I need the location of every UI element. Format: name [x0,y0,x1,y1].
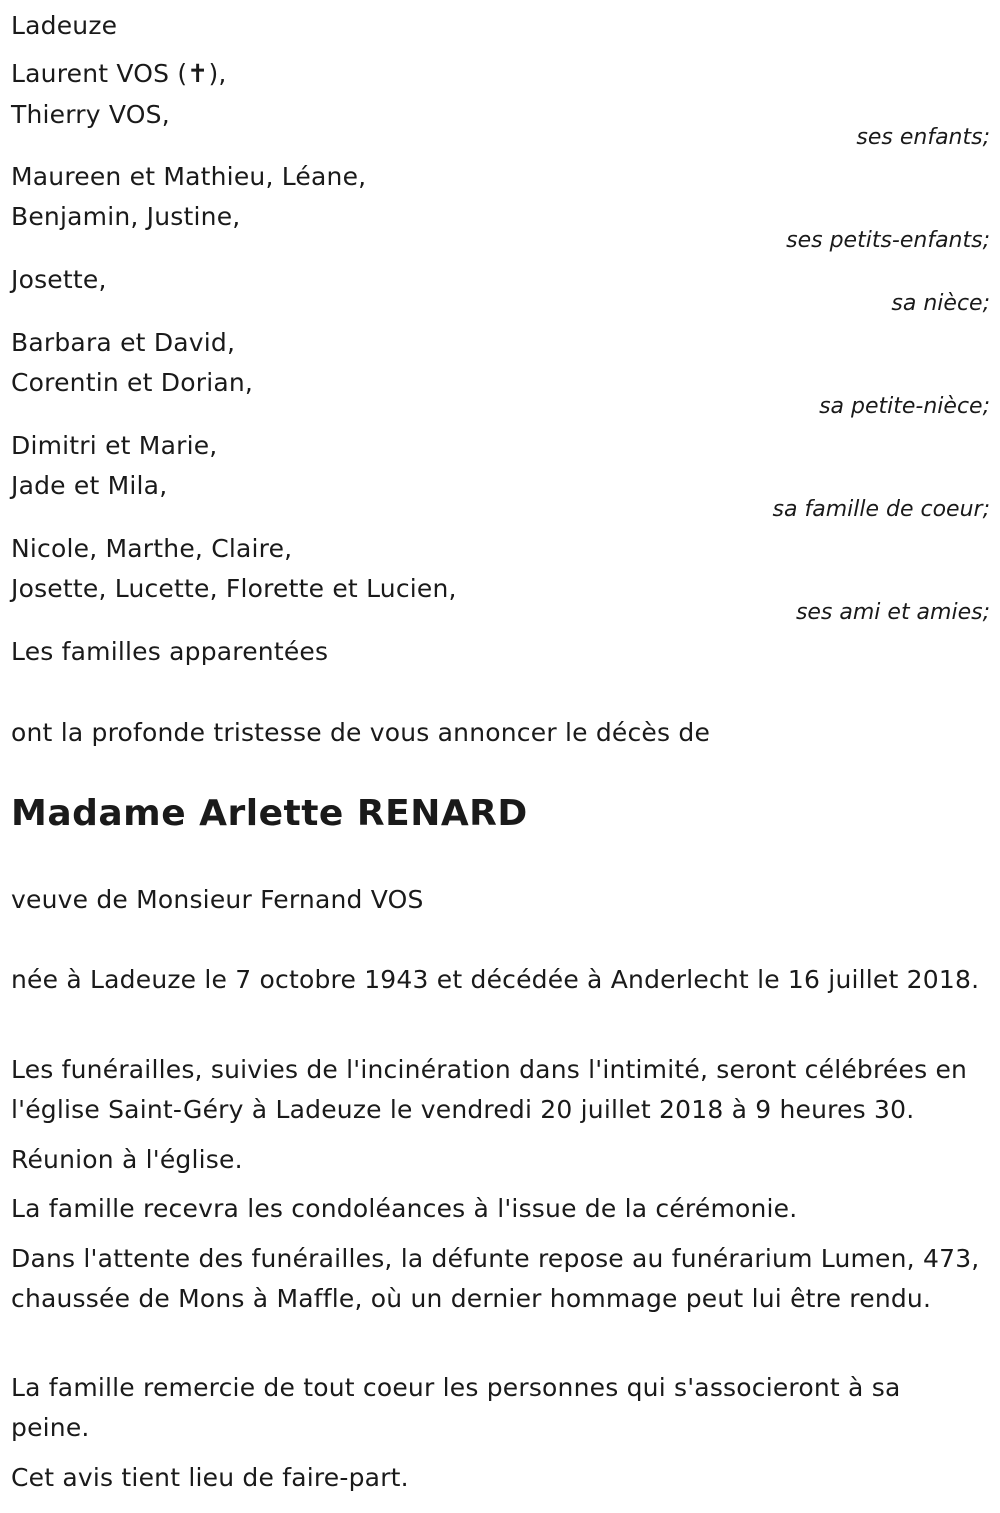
widow-of: veuve de Monsieur Fernand VOS [11,885,424,914]
relationship-label: sa famille de coeur; [772,497,990,522]
funeral-paragraph: Les funérailles, suivies de l'incinération dans l'intimité, seront célébrées en l'église Saint-Géry à Ladeuze le vendredi 20 juillet 2018 à 9 heures 30. [11,1055,968,1124]
condolences-paragraph: La famille recevra les condoléances à l'issue de la cérémonie. [11,1194,798,1223]
relationship-label: ses enfants; [856,125,990,150]
family-line: Dimitri et Marie, [11,431,218,460]
relationship-label: sa petite-nièce; [819,394,990,419]
family-line: Laurent VOS (✝), [11,59,227,88]
meeting-paragraph: Réunion à l'église. [11,1145,243,1174]
family-line: Benjamin, Justine, [11,202,241,231]
family-line: Nicole, Marthe, Claire, [11,534,293,563]
family-line: Josette, Lucette, Florette et Lucien, [11,574,457,603]
announcement-text: ont la profonde tristesse de vous annoncer le décès de [11,718,711,747]
relationship-label: ses ami et amies; [795,600,990,625]
family-line: Josette, [11,265,107,294]
repose-paragraph: Dans l'attente des funérailles, la défunte repose au funérarium Lumen, 473, chaussée de Mons à Maffle, où un dernier hommage peut lui être rendu. [11,1244,980,1313]
place-name: Ladeuze [11,11,118,40]
family-line: Jade et Mila, [11,471,168,500]
family-line: Thierry VOS, [11,100,170,129]
obituary-notice [11,0,990,1513]
notice-paragraph: Cet avis tient lieu de faire-part. [11,1463,409,1492]
deceased-name: Madame Arlette RENARD [11,793,528,834]
family-line: Barbara et David, [11,328,236,357]
family-line: Corentin et Dorian, [11,368,254,397]
family-line: Maureen et Mathieu, Léane, [11,162,367,191]
thanks-paragraph: La famille remercie de tout coeur les personnes qui s'associeront à sa peine. [11,1373,901,1442]
birth-death-paragraph: née à Ladeuze le 7 octobre 1943 et décédée à Anderlecht le 16 juillet 2018. [11,965,980,994]
related-families: Les familles apparentées [11,637,329,666]
relationship-label: sa nièce; [891,291,990,316]
relationship-label: ses petits-enfants; [786,228,990,253]
